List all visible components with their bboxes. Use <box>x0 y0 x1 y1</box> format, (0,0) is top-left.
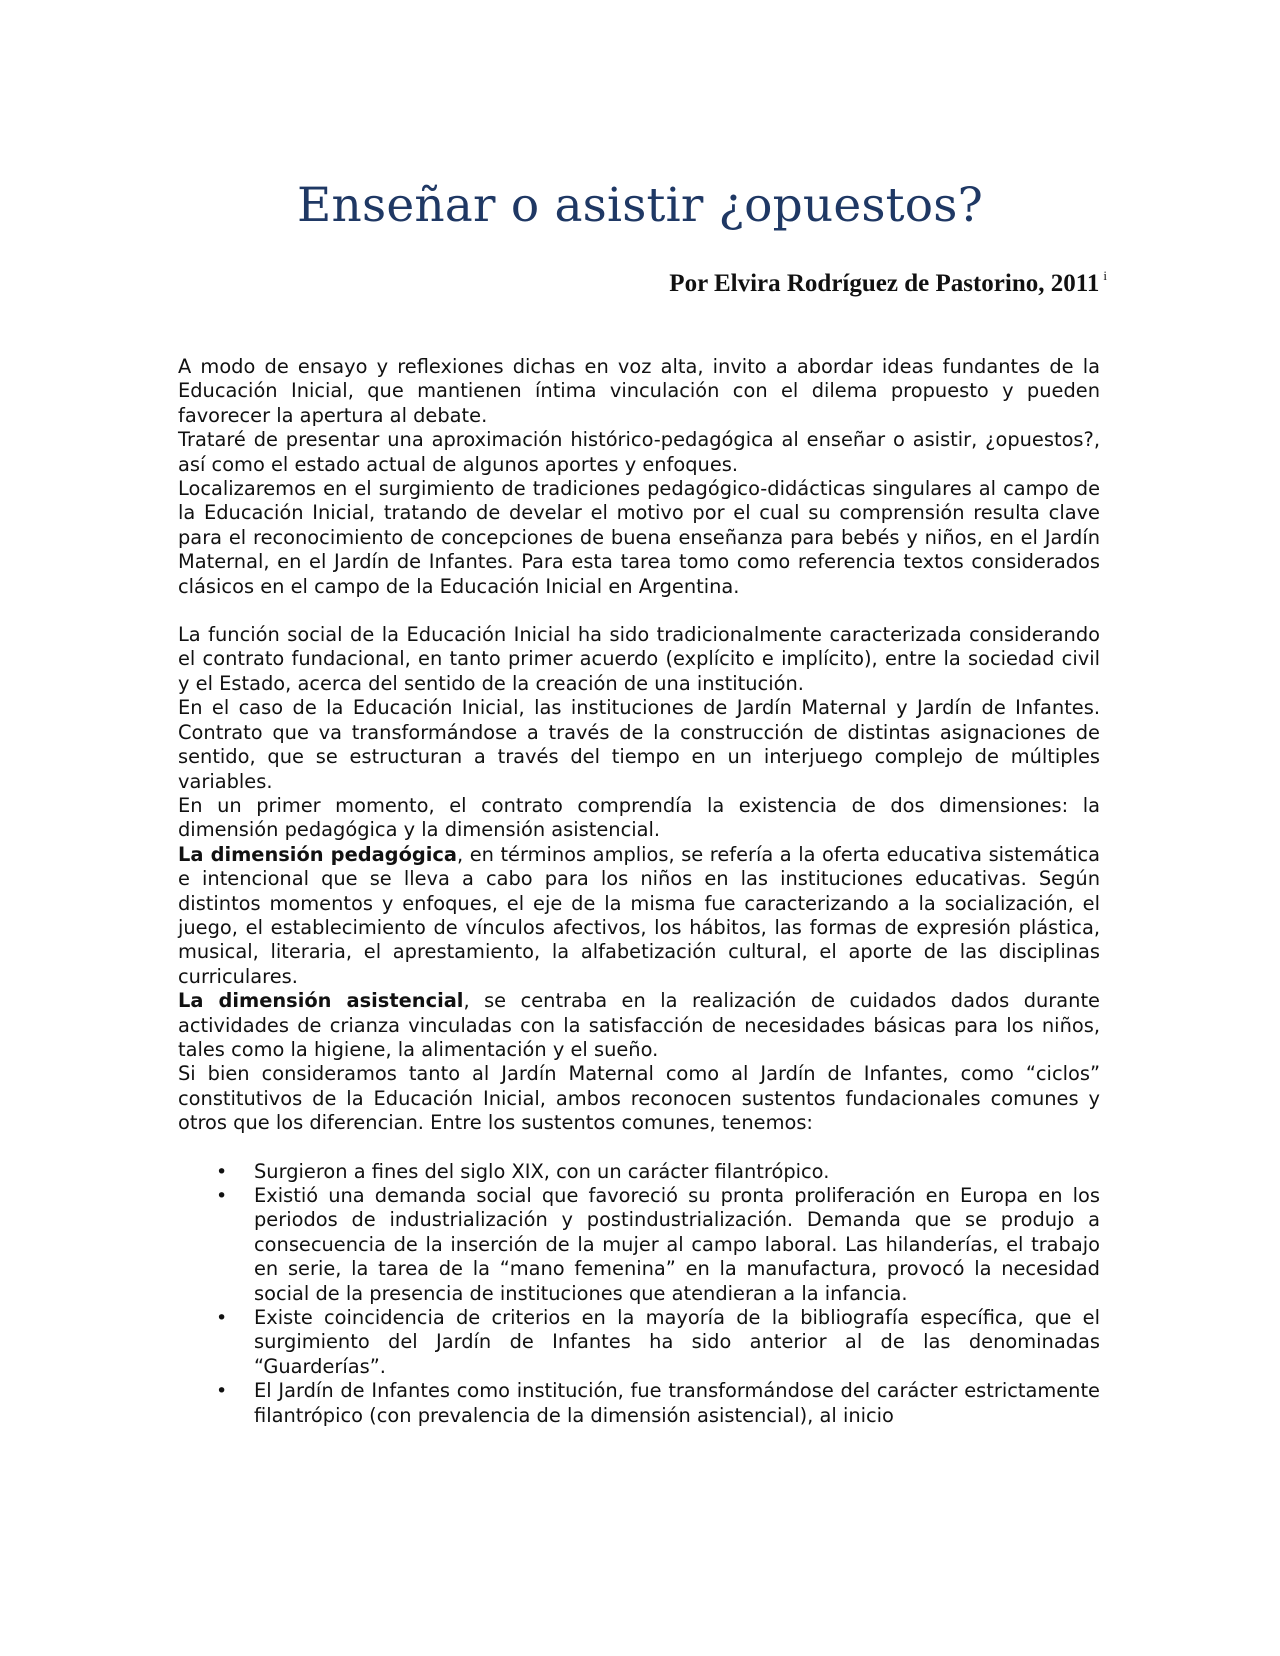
byline-text: Por Elvira Rodríguez de Pastorino, 2011 <box>669 270 1100 297</box>
bullet-icon: • <box>216 1307 228 1330</box>
paragraph: En el caso de la Educación Inicial, las instituciones de Jardín Maternal y Jardín de Infantes. Contrato que va transformándose a través de la construcción de distintas asignaciones de sentido, que se estructuran a través del tiempo en un interjuego complejo de múltiples variables. <box>178 696 1100 793</box>
bullet-icon: • <box>216 1380 228 1403</box>
footnote-marker: i <box>1103 268 1107 283</box>
list-item-text: Existe coincidencia de criterios en la mayoría de la bibliografía específica, que el surgimiento del Jardín de Infantes ha sido anterior al de las denominadas “Guarderías”. <box>254 1306 1100 1378</box>
bullet-icon: • <box>216 1160 228 1183</box>
asistencial-text: , se centraba en la realización de cuidados dados durante actividades de crianza vinculadas con la satisfacción de necesidades básicas para los niños, tales como la higiene, la alimentación y el sueño. <box>178 989 1100 1061</box>
paragraph: Si bien consideramos tanto al Jardín Maternal como al Jardín de Infantes, como “ciclos” constitutivos de la Educación Inicial, ambos reconocen sustentos fundacionales comunes y otros que los diferencian. Entre los sustentos comunes, tenemos: <box>178 1062 1100 1135</box>
list-item-text: Existió una demanda social que favoreció su pronta proliferación en Europa en los periodos de industrialización y postindustrialización. Demanda que se produjo a consecuencia de la inserción de la mujer al campo laboral. Las hilanderías, el trabajo en serie, la tarea de la “mano femenina” en la manufactura, provocó la necesidad social de la presencia de instituciones que atendieran a la infancia. <box>254 1184 1100 1305</box>
paragraph: A modo de ensayo y reflexiones dichas en voz alta, invito a abordar ideas fundantes de la Educación Inicial, que mantienen íntima vinculación con el dilema propuesto y pueden favorecer la apertura al debate. <box>178 355 1100 427</box>
list-item-text: El Jardín de Infantes como institución, fue transformándose del carácter estrictamente filantrópico (con prevalencia de la dimensión asistencial), al inicio <box>254 1379 1100 1427</box>
document-body <box>178 355 1100 1428</box>
pedagogica-text: , en términos amplios, se refería a la oferta educativa sistemática e intencional que se lleva a cabo para los niños en las instituciones educativas. Según distintos momentos y enfoques, el eje de la misma fue caracterizando a la socialización, el juego, el establecimiento de vínculos afectivos, los hábitos, las formas de expresión plástica, musical, literaria, el aprestamiento, la alfabetización cultural, el aporte de las disciplinas curriculares. <box>178 842 1100 988</box>
paragraph: Localizaremos en el surgimiento de tradiciones pedagógico-didácticas singulares al campo de la Educación Inicial, tratando de develar el motivo por el cual su comprensión resulta clave para el reconocimiento de concepciones de buena enseñanza para bebés y niños, en el Jardín Maternal, en el Jardín de Infantes. Para esta tarea tomo como referencia textos considerados clásicos en el campo de la Educación Inicial en Argentina. <box>178 477 1100 598</box>
page-title: Enseñar o asistir ¿opuestos? <box>297 178 983 233</box>
list-item <box>178 1184 1100 1306</box>
bullet-icon: • <box>216 1185 228 1207</box>
paragraph: La función social de la Educación Inicial ha sido tradicionalmente caracterizada considerando el contrato fundacional, en tanto primer acuerdo (explícito e implícito), entre la sociedad civil y el Estado, acerca del sentido de la creación de una institución. <box>178 623 1100 695</box>
term-asistencial: La dimensión asistencial <box>178 989 464 1013</box>
paragraph-spacer <box>178 1136 1100 1160</box>
author-byline <box>669 270 1107 298</box>
list-item <box>178 1379 1100 1428</box>
paragraph-spacer <box>178 599 1100 623</box>
paragraph: En un primer momento, el contrato comprendía la existencia de dos dimensiones: la dimensión pedagógica y la dimensión asistencial. <box>178 793 1100 842</box>
list-item <box>178 1160 1100 1184</box>
term-pedagogica: La dimensión pedagógica <box>178 842 457 866</box>
paragraph-asistencial <box>178 989 1100 1062</box>
paragraph: Trataré de presentar una aproximación histórico-pedagógica al enseñar o asistir, ¿opuestos?, así como el estado actual de algunos aportes y enfoques. <box>178 428 1100 476</box>
list-item-text: Surgieron a fines del siglo XIX, con un carácter filantrópico. <box>254 1159 830 1183</box>
list-item <box>178 1306 1100 1379</box>
bullet-list <box>178 1160 1100 1428</box>
paragraph-pedagogica <box>178 843 1100 989</box>
